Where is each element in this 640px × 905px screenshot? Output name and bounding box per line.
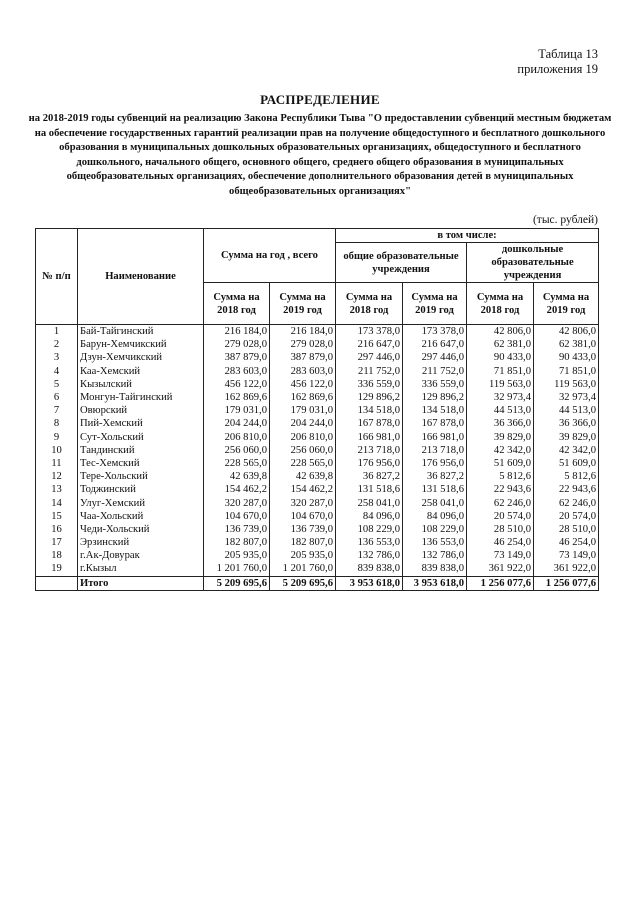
cell-general-2018: 132 786,0 (336, 549, 403, 562)
cell-preschool-2018: 28 510,0 (467, 523, 534, 536)
cell-preschool-2019: 73 149,0 (534, 549, 599, 562)
cell-total-2019: 1 201 760,0 (270, 562, 336, 576)
cell-preschool-2019: 62 246,0 (534, 496, 599, 509)
cell-preschool-2018: 1 256 077,6 (467, 576, 534, 590)
cell-preschool-2018: 73 149,0 (467, 549, 534, 562)
cell-general-2018: 36 827,2 (336, 470, 403, 483)
cell-preschool-2019: 90 433,0 (534, 351, 599, 364)
cell-district-name: Барун-Хемчикский (78, 338, 204, 351)
header-general-2019: Сумма на 2019 год (403, 283, 467, 325)
table-row (36, 510, 599, 523)
cell-general-2019: 336 559,0 (403, 378, 467, 391)
header-preschool-2018: Сумма на 2018 год (467, 283, 534, 325)
cell-district-name: Бай-Тайгинский (78, 325, 204, 339)
table-row (36, 470, 599, 483)
cell-preschool-2019: 42 342,0 (534, 444, 599, 457)
cell-total-2018: 279 028,0 (204, 338, 270, 351)
cell-total-2018: 204 244,0 (204, 417, 270, 430)
cell-district-name: Тес-Хемский (78, 457, 204, 470)
document-title: РАСПРЕДЕЛЕНИЕ (260, 92, 380, 107)
cell-general-2019: 36 827,2 (403, 470, 467, 483)
cell-total-2019: 387 879,0 (270, 351, 336, 364)
cell-district-name: Тандинский (78, 444, 204, 457)
cell-preschool-2018: 51 609,0 (467, 457, 534, 470)
cell-total-2019: 5 209 695,6 (270, 576, 336, 590)
cell-total-2019: 216 184,0 (270, 325, 336, 339)
cell-general-2018: 336 559,0 (336, 378, 403, 391)
cell-general-2018: 108 229,0 (336, 523, 403, 536)
cell-total-2019: 283 603,0 (270, 365, 336, 378)
cell-general-2018: 297 446,0 (336, 351, 403, 364)
cell-total-2019: 154 462,2 (270, 483, 336, 496)
cell-total-2019: 179 031,0 (270, 404, 336, 417)
cell-total-2018: 136 739,0 (204, 523, 270, 536)
header-row-number: № п/п (36, 229, 78, 325)
cell-district-name: Сут-Хольский (78, 431, 204, 444)
cell-row-number: 19 (36, 562, 78, 576)
total-row (36, 576, 599, 590)
cell-total-2019: 136 739,0 (270, 523, 336, 536)
cell-preschool-2019: 36 366,0 (534, 417, 599, 430)
cell-row-number: 4 (36, 365, 78, 378)
table-row (36, 378, 599, 391)
header-preschool-2019: Сумма на 2019 год (534, 283, 599, 325)
cell-row-number: 8 (36, 417, 78, 430)
cell-row-number: 13 (36, 483, 78, 496)
cell-district-name: Чаа-Хольский (78, 510, 204, 523)
cell-row-number (36, 576, 78, 590)
cell-total-2018: 387 879,0 (204, 351, 270, 364)
cell-preschool-2018: 20 574,0 (467, 510, 534, 523)
cell-general-2019: 167 878,0 (403, 417, 467, 430)
cell-general-2018: 176 956,0 (336, 457, 403, 470)
table-header (36, 229, 599, 325)
cell-general-2019: 176 956,0 (403, 457, 467, 470)
cell-preschool-2019: 46 254,0 (534, 536, 599, 549)
cell-district-name: Тере-Хольский (78, 470, 204, 483)
header-general-2018: Сумма на 2018 год (336, 283, 403, 325)
cell-total-2018: 256 060,0 (204, 444, 270, 457)
cell-general-2018: 166 981,0 (336, 431, 403, 444)
table-row (36, 549, 599, 562)
distribution-table (35, 228, 599, 591)
cell-general-2019: 166 981,0 (403, 431, 467, 444)
header-total-2018: Сумма на 2018 год (204, 283, 270, 325)
cell-row-number: 11 (36, 457, 78, 470)
cell-general-2018: 216 647,0 (336, 338, 403, 351)
cell-total-2019: 162 869,6 (270, 391, 336, 404)
cell-row-number: 9 (36, 431, 78, 444)
cell-total-2018: 179 031,0 (204, 404, 270, 417)
cell-preschool-2019: 44 513,0 (534, 404, 599, 417)
cell-preschool-2018: 22 943,6 (467, 483, 534, 496)
header-total: Сумма на год , всего (204, 229, 336, 283)
cell-row-number: 14 (36, 496, 78, 509)
cell-general-2019: 84 096,0 (403, 510, 467, 523)
cell-total-2019: 104 670,0 (270, 510, 336, 523)
cell-general-2018: 136 553,0 (336, 536, 403, 549)
cell-general-2019: 173 378,0 (403, 325, 467, 339)
table-row (36, 536, 599, 549)
cell-district-name: Овюрский (78, 404, 204, 417)
cell-general-2018: 129 896,2 (336, 391, 403, 404)
cell-total-2018: 104 670,0 (204, 510, 270, 523)
cell-general-2019: 258 041,0 (403, 496, 467, 509)
table-row (36, 417, 599, 430)
cell-row-number: 7 (36, 404, 78, 417)
cell-total-2019: 206 810,0 (270, 431, 336, 444)
cell-preschool-2019: 28 510,0 (534, 523, 599, 536)
cell-district-name: Чеди-Хольский (78, 523, 204, 536)
table-row (36, 496, 599, 509)
cell-preschool-2019: 51 609,0 (534, 457, 599, 470)
table-row (36, 404, 599, 417)
cell-preschool-2018: 5 812,6 (467, 470, 534, 483)
cell-district-name: Улуг-Хемский (78, 496, 204, 509)
cell-row-number: 6 (36, 391, 78, 404)
cell-district-name: Дзун-Хемчикский (78, 351, 204, 364)
cell-preschool-2018: 62 246,0 (467, 496, 534, 509)
table-row (36, 523, 599, 536)
cell-preschool-2019: 39 829,0 (534, 431, 599, 444)
cell-total-2019: 204 244,0 (270, 417, 336, 430)
cell-preschool-2018: 46 254,0 (467, 536, 534, 549)
cell-total-2018: 205 935,0 (204, 549, 270, 562)
cell-preschool-2018: 39 829,0 (467, 431, 534, 444)
cell-district-name: Монгун-Тайгинский (78, 391, 204, 404)
cell-total-2019: 228 565,0 (270, 457, 336, 470)
cell-district-name: г.Ак-Довурак (78, 549, 204, 562)
cell-preschool-2018: 42 806,0 (467, 325, 534, 339)
cell-preschool-2018: 62 381,0 (467, 338, 534, 351)
cell-row-number: 1 (36, 325, 78, 339)
cell-preschool-2018: 90 433,0 (467, 351, 534, 364)
cell-row-number: 12 (36, 470, 78, 483)
cell-row-number: 2 (36, 338, 78, 351)
cell-general-2019: 131 518,6 (403, 483, 467, 496)
table-body (36, 325, 599, 591)
cell-general-2018: 84 096,0 (336, 510, 403, 523)
table-row (36, 338, 599, 351)
cell-general-2019: 216 647,0 (403, 338, 467, 351)
cell-preschool-2018: 361 922,0 (467, 562, 534, 576)
cell-district-name: г.Кызыл (78, 562, 204, 576)
cell-general-2018: 173 378,0 (336, 325, 403, 339)
cell-district-name: Эрзинский (78, 536, 204, 549)
cell-preschool-2019: 71 851,0 (534, 365, 599, 378)
cell-preschool-2019: 42 806,0 (534, 325, 599, 339)
cell-total-2018: 283 603,0 (204, 365, 270, 378)
document-subtitle: на 2018-2019 годы субвенций на реализацию Закона Республики Тыва "О предоставлении субвенций местным бюджетам на обеспечение государственных гарантий реализации прав на получение общедоступного и бесплатного дошкольного образования в муниципальных дошкольных образовательных организациях, общедоступного и бесплатного дошкольного, начального общего, основного общего, среднего общего образования в муниципальных общеобразовательных организациях, обеспечение дополнительного образования детей в муниципальных общеобразовательных организациях" (28, 113, 612, 197)
cell-row-number: 15 (36, 510, 78, 523)
cell-total-2018: 320 287,0 (204, 496, 270, 509)
cell-total-2019: 256 060,0 (270, 444, 336, 457)
cell-general-2019: 213 718,0 (403, 444, 467, 457)
cell-preschool-2019: 5 812,6 (534, 470, 599, 483)
cell-preschool-2018: 36 366,0 (467, 417, 534, 430)
header-general-institutions: общие образовательные учреждения (336, 243, 467, 283)
cell-general-2019: 297 446,0 (403, 351, 467, 364)
table-row (36, 483, 599, 496)
cell-general-2019: 3 953 618,0 (403, 576, 467, 590)
cell-preschool-2019: 361 922,0 (534, 562, 599, 576)
cell-district-name: Пий-Хемский (78, 417, 204, 430)
appendix-number: приложения 19 (517, 62, 598, 76)
cell-general-2018: 839 838,0 (336, 562, 403, 576)
cell-total-2019: 182 807,0 (270, 536, 336, 549)
cell-general-2019: 108 229,0 (403, 523, 467, 536)
cell-total-2018: 206 810,0 (204, 431, 270, 444)
cell-row-number: 18 (36, 549, 78, 562)
cell-total-2019: 320 287,0 (270, 496, 336, 509)
cell-general-2018: 3 953 618,0 (336, 576, 403, 590)
cell-total-2018: 456 122,0 (204, 378, 270, 391)
cell-total-2018: 5 209 695,6 (204, 576, 270, 590)
cell-preschool-2018: 71 851,0 (467, 365, 534, 378)
cell-total-2019: 42 639,8 (270, 470, 336, 483)
cell-row-number: 3 (36, 351, 78, 364)
cell-general-2018: 258 041,0 (336, 496, 403, 509)
cell-general-2019: 129 896,2 (403, 391, 467, 404)
header-including: в том числе: (336, 229, 599, 243)
table-row (36, 365, 599, 378)
cell-preschool-2018: 32 973,4 (467, 391, 534, 404)
units-note: (тыс. рублей) (532, 214, 598, 226)
cell-district-name: Тоджинский (78, 483, 204, 496)
cell-general-2018: 167 878,0 (336, 417, 403, 430)
table-row (36, 351, 599, 364)
cell-row-number: 16 (36, 523, 78, 536)
cell-general-2018: 211 752,0 (336, 365, 403, 378)
cell-total-2018: 42 639,8 (204, 470, 270, 483)
cell-general-2019: 839 838,0 (403, 562, 467, 576)
cell-preschool-2018: 42 342,0 (467, 444, 534, 457)
cell-preschool-2018: 119 563,0 (467, 378, 534, 391)
cell-preschool-2019: 32 973,4 (534, 391, 599, 404)
cell-total-2018: 228 565,0 (204, 457, 270, 470)
cell-total-2018: 182 807,0 (204, 536, 270, 549)
cell-row-number: 17 (36, 536, 78, 549)
cell-preschool-2018: 44 513,0 (467, 404, 534, 417)
table-row (36, 444, 599, 457)
cell-preschool-2019: 22 943,6 (534, 483, 599, 496)
cell-general-2019: 136 553,0 (403, 536, 467, 549)
cell-district-name: Каа-Хемский (78, 365, 204, 378)
cell-general-2019: 211 752,0 (403, 365, 467, 378)
cell-preschool-2019: 20 574,0 (534, 510, 599, 523)
cell-total-2019: 205 935,0 (270, 549, 336, 562)
table-row (36, 325, 599, 339)
cell-total-2018: 216 184,0 (204, 325, 270, 339)
cell-total-2018: 1 201 760,0 (204, 562, 270, 576)
cell-preschool-2019: 1 256 077,6 (534, 576, 599, 590)
cell-total-2019: 456 122,0 (270, 378, 336, 391)
table-row (36, 431, 599, 444)
cell-row-number: 5 (36, 378, 78, 391)
cell-total-2019: 279 028,0 (270, 338, 336, 351)
cell-general-2018: 134 518,0 (336, 404, 403, 417)
cell-general-2019: 132 786,0 (403, 549, 467, 562)
cell-district-name: Итого (78, 576, 204, 590)
table-number: Таблица 13 (538, 47, 598, 61)
cell-row-number: 10 (36, 444, 78, 457)
cell-general-2018: 131 518,6 (336, 483, 403, 496)
table-row (36, 457, 599, 470)
header-name: Наименование (78, 229, 204, 325)
cell-total-2018: 162 869,6 (204, 391, 270, 404)
header-preschool-institutions: дошкольные образовательные учреждения (467, 243, 599, 283)
header-total-2019: Сумма на 2019 год (270, 283, 336, 325)
cell-preschool-2019: 119 563,0 (534, 378, 599, 391)
table-row (36, 391, 599, 404)
cell-general-2018: 213 718,0 (336, 444, 403, 457)
cell-preschool-2019: 62 381,0 (534, 338, 599, 351)
table-reference (517, 47, 598, 77)
cell-general-2019: 134 518,0 (403, 404, 467, 417)
cell-district-name: Кызылский (78, 378, 204, 391)
table-row (36, 562, 599, 576)
cell-total-2018: 154 462,2 (204, 483, 270, 496)
